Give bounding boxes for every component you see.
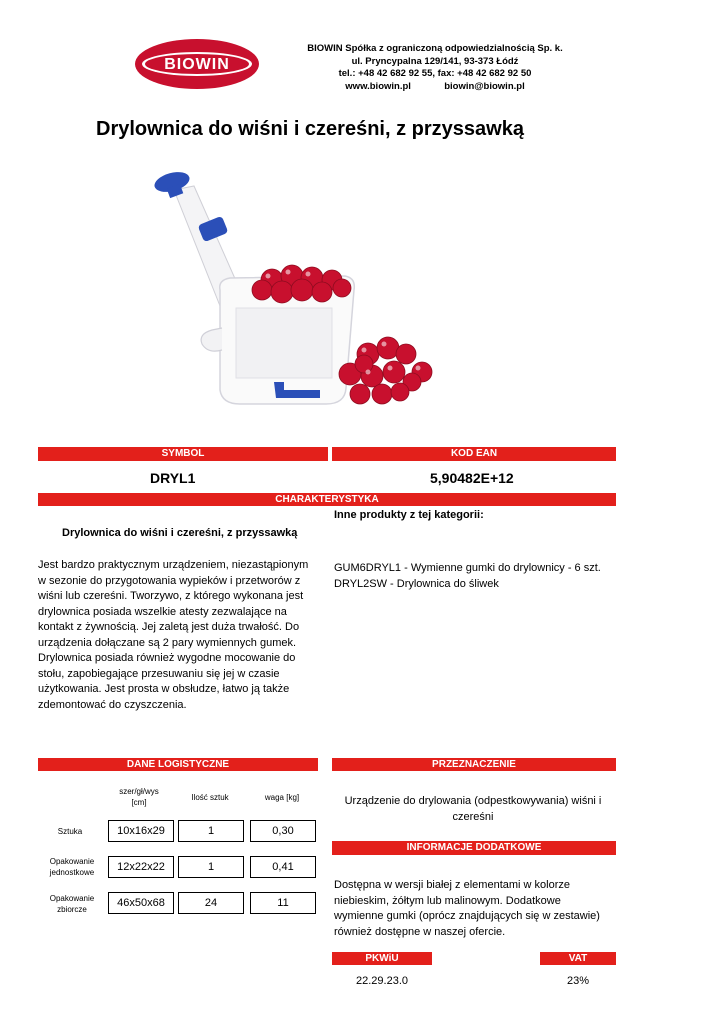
additional-header: INFORMACJE DODATKOWE	[332, 841, 616, 855]
vat-value: 23%	[566, 975, 590, 987]
logistics-weight: 11	[250, 892, 316, 914]
page-title: Drylownica do wiśni i czereśni, z przyssawką	[96, 118, 524, 140]
symbol-header: SYMBOL	[38, 447, 328, 461]
related-heading: Inne produkty z tej kategorii:	[334, 509, 484, 521]
logistics-dims: 46x50x68	[108, 892, 174, 914]
brand-logo	[134, 38, 260, 90]
pkwiu-value: 22.29.23.0	[356, 975, 408, 987]
characteristics-subtitle: Drylownica do wiśni i czereśni, z przyssawką	[62, 527, 298, 539]
company-contact	[290, 81, 580, 94]
company-email[interactable]: biowin@biowin.pl	[444, 80, 525, 92]
additional-text: Dostępna w wersji białej z elementami w kolorze niebieskim, żółtym lub malinowym. Dodatkowe wymienne gumki (oprócz znajdujących się w zestawie) również dostępne w naszej ofercie.	[334, 879, 600, 938]
logistics-qty: 1	[178, 820, 244, 842]
symbol-value: DRYL1	[150, 470, 196, 486]
vat-header: VAT	[540, 952, 616, 965]
logistics-qty: 1	[178, 856, 244, 878]
logistics-weight: 0,41	[250, 856, 316, 878]
logistics-col-weight: waga [kg]	[264, 793, 300, 802]
related-item[interactable]: GUM6DRYL1 - Wymienne gumki do drylownicy - 6 szt.	[334, 562, 601, 574]
company-info	[290, 43, 580, 93]
logistics-col-qty: Ilość sztuk	[191, 793, 229, 802]
logistics-qty: 24	[178, 892, 244, 914]
logistics-row-label: Sztuka	[57, 827, 83, 836]
logistics-weight: 0,30	[250, 820, 316, 842]
logistics-header: DANE LOGISTYCZNE	[38, 758, 318, 771]
logistics-dims: 10x16x29	[108, 820, 174, 842]
logo-text: BIOWIN	[164, 56, 230, 73]
ean-header: KOD EAN	[332, 447, 616, 461]
related-list	[334, 561, 614, 592]
logistics-dims: 12x22x22	[108, 856, 174, 878]
purpose-text: Urządzenie do drylowania (odpestkowywania) wiśni i czereśni	[344, 795, 602, 823]
characteristics-header: CHARAKTERYSTYKA	[38, 493, 616, 506]
logistics-col-dims: szer/gł/wys [cm]	[119, 787, 159, 807]
ean-value: 5,90482E+12	[430, 470, 514, 486]
logistics-row-label: Opakowanie jednostkowe	[49, 857, 95, 877]
logistics-row-label: Opakowanie zbiorcze	[49, 894, 95, 914]
company-phone: tel.: +48 42 682 92 55, fax: +48 42 682 92 50	[338, 68, 532, 79]
company-address: ul. Pryncypalna 129/141, 93-373 Łódź	[351, 55, 519, 67]
company-website[interactable]: www.biowin.pl	[345, 80, 411, 92]
pkwiu-header: PKWiU	[332, 952, 432, 965]
related-item[interactable]: DRYL2SW - Drylownica do śliwek	[334, 577, 499, 590]
product-description: Jest bardzo praktycznym urządzeniem, niezastąpionym w sezonie do przygotowania wypieków i przetworów z wiśni lub czereśni. Tworzywo, z którego wykonana jest drylownica posiada wszelkie atesty zezwalające na kontakt z żywnością. Jej zaletą jest duża trwałość. Do urządzenia dołączane są 2 pary wymiennych gumek. Drylownica posiada również wygodne mocowanie do stołu, zapobiegające przesuwaniu się jej w czasie użytkowania. Jest prosta w obsłudze, łatwo ją także zdemontować do czyszczenia.	[38, 559, 309, 711]
product-image	[150, 168, 440, 413]
company-name: BIOWIN Spółka z ograniczoną odpowiedzialnością Sp. k.	[307, 43, 563, 54]
purpose-header: PRZEZNACZENIE	[332, 758, 616, 771]
